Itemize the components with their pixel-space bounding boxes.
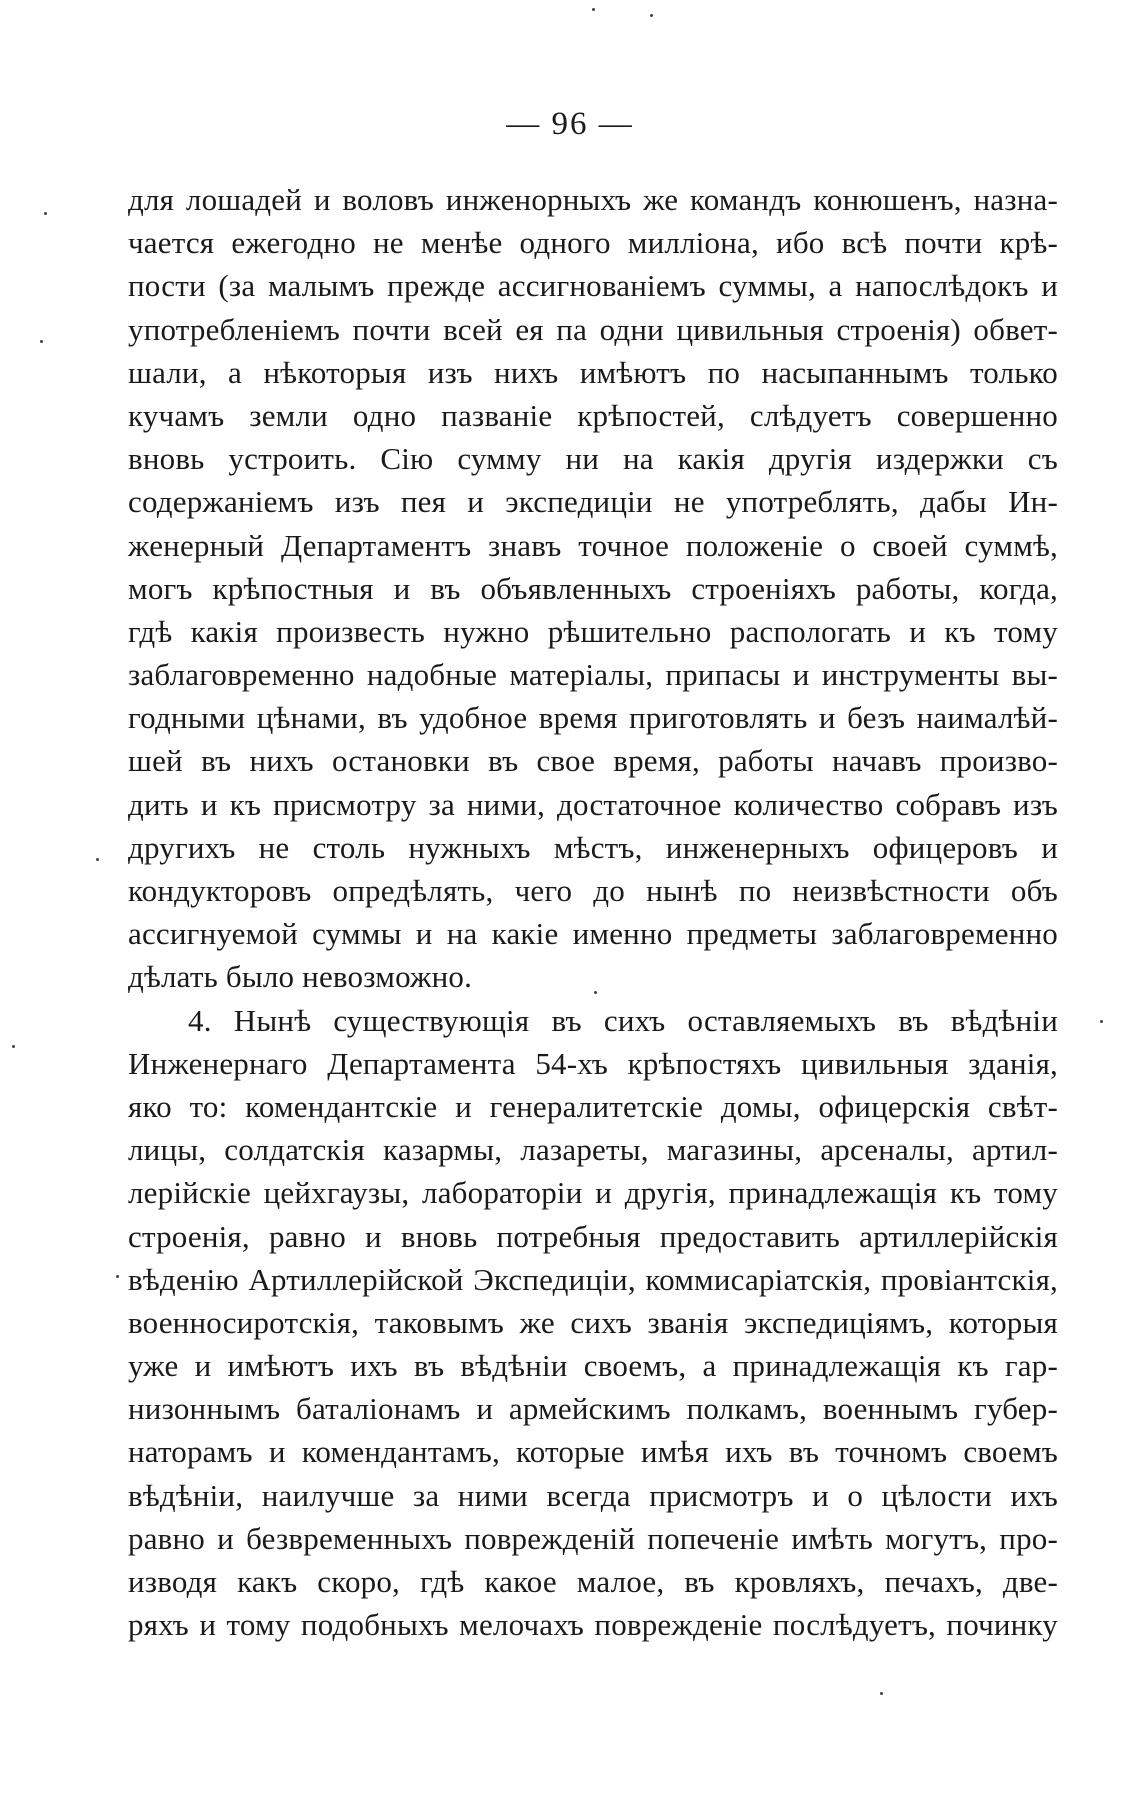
text-line: равно и безвременныхъ поврежденiй попеченiе имѣть могутъ, про- xyxy=(128,1520,1058,1556)
text-line: годными цѣнами, въ удобное время приготовлять и безъ наималѣй- xyxy=(128,700,1058,736)
text-line: яко то: комендантскiе и генералитетскiе домы, офицерскiя свѣт- xyxy=(128,1088,1058,1124)
text-line: могъ крѣпостныя и въ объявленныхъ строенiяхъ работы, когда, xyxy=(128,570,1058,606)
text-line: заблаговременно надобные матерiалы, припасы и инструменты вы- xyxy=(128,657,1058,693)
text-line: женерный Департаментъ знавъ точное положенiе о своей суммѣ, xyxy=(128,527,1058,563)
text-line: гдѣ какiя произвесть нужно рѣшительно распологать и къ тому xyxy=(128,613,1058,649)
text-line: уже и имѣютъ ихъ въ вѣдѣнiи своемъ, а принадлежащiя къ гар- xyxy=(128,1348,1058,1384)
text-line: шали, а нѣкоторыя изъ нихъ имѣютъ по насыпаннымъ только xyxy=(128,354,1058,390)
scan-speck xyxy=(44,212,47,215)
scan-speck xyxy=(592,8,595,11)
paragraph-end-line: дѣлать было невозможно. xyxy=(128,959,473,995)
scan-speck xyxy=(116,1275,119,1278)
text-line: ряхъ и тому подобныхъ мелочахъ поврежденiе послѣдуетъ, починку xyxy=(128,1607,1058,1643)
scan-speck xyxy=(96,858,99,861)
text-line: ассигнуемой суммы и на какiе именно предметы заблаговременно xyxy=(128,916,1058,952)
scan-speck xyxy=(880,1692,883,1695)
text-line: низоннымъ баталiонамъ и армейскимъ полкамъ, военнымъ губер- xyxy=(128,1391,1058,1427)
text-line: вновь устроить. Сiю сумму ни на какiя другiя издержки съ xyxy=(128,441,1058,477)
text-line: изводя какъ скоро, гдѣ какое малое, въ кровляхъ, печахъ, две- xyxy=(128,1564,1058,1599)
text-line: военносиротскiя, таковымъ же сихъ званiя экспедицiямъ, которыя xyxy=(128,1304,1058,1340)
paragraph-start-line: 4. Нынѣ существующiя въ сихъ оставляемыхъ въ вѣдѣнiи xyxy=(188,1002,1058,1038)
text-line: чается ежегодно не менѣе одного миллiона, ибо всѣ почти крѣ- xyxy=(128,225,1058,261)
text-line: лицы, солдатскiя казармы, лазареты, магазины, арсеналы, артил- xyxy=(128,1132,1058,1168)
scan-speck xyxy=(1100,1020,1103,1023)
text-line: строенiя, равно и вновь потребныя предоставить артиллерiйскiя xyxy=(128,1218,1058,1254)
page-number: — 96 — xyxy=(506,106,634,142)
text-line: кучамъ земли одно пазванiе крѣпостей, слѣдуетъ совершенно xyxy=(128,397,1058,433)
scan-speck xyxy=(594,991,597,994)
text-line: вѣдѣнiи, наилучше за ними всегда присмотръ и о цѣлости ихъ xyxy=(128,1477,1058,1513)
text-line: для лошадей и воловъ инженорныхъ же командъ конюшенъ, назна- xyxy=(128,182,1058,217)
text-line: другихъ не столь нужныхъ мѣстъ, инженерныхъ офицеровъ и xyxy=(128,829,1058,865)
text-line: кондукторовъ опредѣлять, чего до нынѣ по неизвѣстности объ xyxy=(128,873,1058,908)
text-line: содержанiемъ изъ пея и экспедицiи не употреблять, дабы Ин- xyxy=(128,484,1058,520)
text-line: вѣденiю Артиллерiйской Экспедицiи, коммисарiатскiя, провiантскiя, xyxy=(128,1261,1058,1297)
text-line: пости (за малымъ прежде ассигнованiемъ суммы, а напослѣдокъ и xyxy=(128,268,1058,304)
scan-speck xyxy=(650,14,653,17)
scan-speck xyxy=(12,1045,15,1048)
text-line: лерiйскiе цейхгаузы, лабораторiи и другiя, принадлежащiя къ тому xyxy=(128,1175,1058,1211)
body-text xyxy=(128,178,1058,1646)
text-line: шей въ нихъ остановки въ свое время, работы начавъ произво- xyxy=(128,743,1058,779)
text-line: дить и къ присмотру за ними, достаточное количество собравъ изъ xyxy=(128,786,1058,822)
scan-speck xyxy=(40,340,43,343)
text-line: употребленiемъ почти всей ея па одни цивильныя строенiя) обвет- xyxy=(128,311,1058,347)
text-line: Инженернаго Департамента 54-хъ крѣпостяхъ цивильныя зданiя, xyxy=(128,1045,1058,1081)
text-line: наторамъ и комендантамъ, которые имѣя ихъ въ точномъ своемъ xyxy=(128,1434,1058,1470)
